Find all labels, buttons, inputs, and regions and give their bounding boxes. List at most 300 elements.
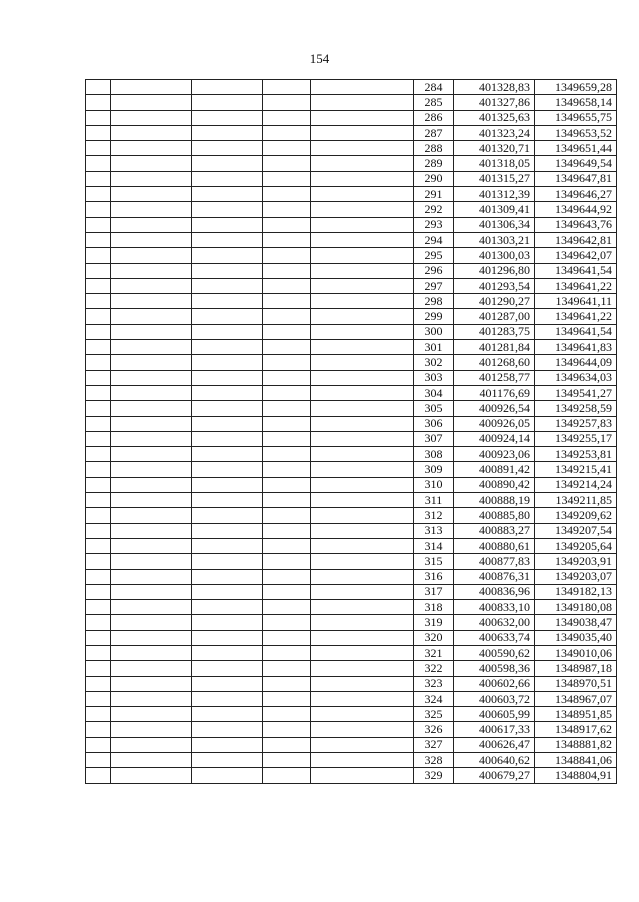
point-number-cell: 329 bbox=[414, 768, 454, 783]
x-coordinate-cell: 401287,00 bbox=[454, 309, 535, 324]
table-row bbox=[86, 768, 617, 783]
empty-cell bbox=[86, 554, 111, 569]
empty-cell bbox=[263, 355, 311, 370]
empty-cell bbox=[263, 278, 311, 293]
y-coordinate-cell: 1349180,08 bbox=[535, 600, 617, 615]
empty-cell bbox=[311, 294, 414, 309]
x-coordinate-cell: 401328,83 bbox=[454, 80, 535, 95]
x-coordinate-cell: 400598,36 bbox=[454, 661, 535, 676]
y-coordinate-cell: 1349647,81 bbox=[535, 171, 617, 186]
point-number-cell: 306 bbox=[414, 416, 454, 431]
empty-cell bbox=[86, 722, 111, 737]
empty-cell bbox=[263, 340, 311, 355]
empty-cell bbox=[86, 707, 111, 722]
empty-cell bbox=[263, 232, 311, 247]
point-number-cell: 316 bbox=[414, 569, 454, 584]
table-row bbox=[86, 722, 617, 737]
empty-cell bbox=[311, 447, 414, 462]
empty-cell bbox=[311, 202, 414, 217]
table-row bbox=[86, 645, 617, 660]
empty-cell bbox=[86, 125, 111, 140]
point-number-cell: 294 bbox=[414, 232, 454, 247]
empty-cell bbox=[311, 753, 414, 768]
y-coordinate-cell: 1348804,91 bbox=[535, 768, 617, 783]
empty-cell bbox=[192, 737, 263, 752]
point-number-cell: 298 bbox=[414, 294, 454, 309]
empty-cell bbox=[263, 294, 311, 309]
empty-cell bbox=[311, 248, 414, 263]
empty-cell bbox=[311, 600, 414, 615]
empty-cell bbox=[311, 569, 414, 584]
empty-cell bbox=[111, 477, 192, 492]
empty-cell bbox=[263, 508, 311, 523]
empty-cell bbox=[263, 737, 311, 752]
x-coordinate-cell: 401283,75 bbox=[454, 324, 535, 339]
x-coordinate-cell: 400626,47 bbox=[454, 737, 535, 752]
empty-cell bbox=[311, 355, 414, 370]
empty-cell bbox=[192, 447, 263, 462]
empty-cell bbox=[311, 385, 414, 400]
empty-cell bbox=[192, 110, 263, 125]
table-row bbox=[86, 707, 617, 722]
empty-cell bbox=[86, 737, 111, 752]
y-coordinate-cell: 1349644,92 bbox=[535, 202, 617, 217]
table-row bbox=[86, 600, 617, 615]
empty-cell bbox=[86, 278, 111, 293]
empty-cell bbox=[86, 630, 111, 645]
empty-cell bbox=[86, 248, 111, 263]
point-number-cell: 286 bbox=[414, 110, 454, 125]
empty-cell bbox=[263, 263, 311, 278]
point-number-cell: 318 bbox=[414, 600, 454, 615]
empty-cell bbox=[86, 615, 111, 630]
y-coordinate-cell: 1349182,13 bbox=[535, 584, 617, 599]
empty-cell bbox=[111, 447, 192, 462]
empty-cell bbox=[111, 753, 192, 768]
empty-cell bbox=[86, 217, 111, 232]
point-number-cell: 310 bbox=[414, 477, 454, 492]
empty-cell bbox=[192, 462, 263, 477]
table-row bbox=[86, 523, 617, 538]
point-number-cell: 285 bbox=[414, 95, 454, 110]
y-coordinate-cell: 1349203,07 bbox=[535, 569, 617, 584]
empty-cell bbox=[86, 355, 111, 370]
point-number-cell: 288 bbox=[414, 141, 454, 156]
empty-cell bbox=[111, 416, 192, 431]
empty-cell bbox=[111, 80, 192, 95]
empty-cell bbox=[311, 493, 414, 508]
empty-cell bbox=[311, 462, 414, 477]
x-coordinate-cell: 400923,06 bbox=[454, 447, 535, 462]
empty-cell bbox=[311, 324, 414, 339]
empty-cell bbox=[86, 171, 111, 186]
empty-cell bbox=[311, 80, 414, 95]
x-coordinate-cell: 400926,05 bbox=[454, 416, 535, 431]
point-number-cell: 296 bbox=[414, 263, 454, 278]
empty-cell bbox=[192, 171, 263, 186]
empty-cell bbox=[192, 125, 263, 140]
empty-cell bbox=[192, 508, 263, 523]
x-coordinate-cell: 401315,27 bbox=[454, 171, 535, 186]
empty-cell bbox=[263, 401, 311, 416]
table-row bbox=[86, 355, 617, 370]
table-row bbox=[86, 324, 617, 339]
table-row bbox=[86, 309, 617, 324]
empty-cell bbox=[263, 156, 311, 171]
empty-cell bbox=[86, 187, 111, 202]
empty-cell bbox=[192, 615, 263, 630]
empty-cell bbox=[192, 645, 263, 660]
empty-cell bbox=[311, 722, 414, 737]
x-coordinate-cell: 401300,03 bbox=[454, 248, 535, 263]
x-coordinate-cell: 401303,21 bbox=[454, 232, 535, 247]
y-coordinate-cell: 1349010,06 bbox=[535, 645, 617, 660]
empty-cell bbox=[311, 309, 414, 324]
empty-cell bbox=[86, 110, 111, 125]
x-coordinate-cell: 400603,72 bbox=[454, 691, 535, 706]
empty-cell bbox=[311, 232, 414, 247]
empty-cell bbox=[263, 248, 311, 263]
point-number-cell: 301 bbox=[414, 340, 454, 355]
point-number-cell: 304 bbox=[414, 385, 454, 400]
x-coordinate-cell: 401320,71 bbox=[454, 141, 535, 156]
empty-cell bbox=[311, 125, 414, 140]
empty-cell bbox=[111, 737, 192, 752]
empty-cell bbox=[86, 324, 111, 339]
empty-cell bbox=[86, 600, 111, 615]
empty-cell bbox=[311, 217, 414, 232]
x-coordinate-cell: 401306,34 bbox=[454, 217, 535, 232]
empty-cell bbox=[311, 340, 414, 355]
y-coordinate-cell: 1349215,41 bbox=[535, 462, 617, 477]
x-coordinate-cell: 400605,99 bbox=[454, 707, 535, 722]
x-coordinate-cell: 400602,66 bbox=[454, 676, 535, 691]
y-coordinate-cell: 1348987,18 bbox=[535, 661, 617, 676]
empty-cell bbox=[263, 447, 311, 462]
empty-cell bbox=[311, 477, 414, 492]
table-row bbox=[86, 477, 617, 492]
empty-cell bbox=[86, 661, 111, 676]
empty-cell bbox=[311, 676, 414, 691]
x-coordinate-cell: 401176,69 bbox=[454, 385, 535, 400]
y-coordinate-cell: 1349642,81 bbox=[535, 232, 617, 247]
y-coordinate-cell: 1349253,81 bbox=[535, 447, 617, 462]
empty-cell bbox=[192, 278, 263, 293]
y-coordinate-cell: 1349641,83 bbox=[535, 340, 617, 355]
table-row bbox=[86, 110, 617, 125]
empty-cell bbox=[263, 722, 311, 737]
empty-cell bbox=[311, 538, 414, 553]
empty-cell bbox=[86, 768, 111, 783]
point-number-cell: 308 bbox=[414, 447, 454, 462]
empty-cell bbox=[192, 187, 263, 202]
point-number-cell: 317 bbox=[414, 584, 454, 599]
empty-cell bbox=[311, 263, 414, 278]
point-number-cell: 300 bbox=[414, 324, 454, 339]
y-coordinate-cell: 1349209,62 bbox=[535, 508, 617, 523]
empty-cell bbox=[263, 584, 311, 599]
empty-cell bbox=[111, 584, 192, 599]
empty-cell bbox=[311, 370, 414, 385]
empty-cell bbox=[86, 141, 111, 156]
empty-cell bbox=[311, 554, 414, 569]
empty-cell bbox=[192, 248, 263, 263]
point-number-cell: 292 bbox=[414, 202, 454, 217]
empty-cell bbox=[86, 584, 111, 599]
empty-cell bbox=[263, 477, 311, 492]
empty-cell bbox=[263, 630, 311, 645]
empty-cell bbox=[311, 615, 414, 630]
empty-cell bbox=[263, 217, 311, 232]
empty-cell bbox=[111, 385, 192, 400]
empty-cell bbox=[86, 156, 111, 171]
empty-cell bbox=[111, 691, 192, 706]
empty-cell bbox=[192, 401, 263, 416]
empty-cell bbox=[263, 462, 311, 477]
empty-cell bbox=[263, 95, 311, 110]
y-coordinate-cell: 1349646,27 bbox=[535, 187, 617, 202]
point-number-cell: 287 bbox=[414, 125, 454, 140]
point-number-cell: 325 bbox=[414, 707, 454, 722]
empty-cell bbox=[263, 600, 311, 615]
empty-cell bbox=[111, 340, 192, 355]
empty-cell bbox=[192, 554, 263, 569]
empty-cell bbox=[111, 431, 192, 446]
empty-cell bbox=[192, 80, 263, 95]
empty-cell bbox=[192, 141, 263, 156]
empty-cell bbox=[111, 355, 192, 370]
x-coordinate-cell: 400924,14 bbox=[454, 431, 535, 446]
empty-cell bbox=[263, 753, 311, 768]
table-row bbox=[86, 370, 617, 385]
empty-cell bbox=[86, 523, 111, 538]
empty-cell bbox=[111, 630, 192, 645]
empty-cell bbox=[192, 95, 263, 110]
x-coordinate-cell: 400632,00 bbox=[454, 615, 535, 630]
empty-cell bbox=[263, 125, 311, 140]
x-coordinate-cell: 400679,27 bbox=[454, 768, 535, 783]
x-coordinate-cell: 400880,61 bbox=[454, 538, 535, 553]
empty-cell bbox=[86, 447, 111, 462]
table-row bbox=[86, 401, 617, 416]
x-coordinate-cell: 401268,60 bbox=[454, 355, 535, 370]
x-coordinate-cell: 400891,42 bbox=[454, 462, 535, 477]
empty-cell bbox=[111, 110, 192, 125]
empty-cell bbox=[192, 416, 263, 431]
empty-cell bbox=[311, 171, 414, 186]
empty-cell bbox=[111, 523, 192, 538]
point-number-cell: 309 bbox=[414, 462, 454, 477]
empty-cell bbox=[111, 554, 192, 569]
x-coordinate-cell: 401290,27 bbox=[454, 294, 535, 309]
empty-cell bbox=[311, 523, 414, 538]
empty-cell bbox=[111, 294, 192, 309]
empty-cell bbox=[263, 554, 311, 569]
empty-cell bbox=[263, 141, 311, 156]
empty-cell bbox=[86, 340, 111, 355]
table-row bbox=[86, 508, 617, 523]
empty-cell bbox=[192, 722, 263, 737]
y-coordinate-cell: 1348967,07 bbox=[535, 691, 617, 706]
empty-cell bbox=[311, 431, 414, 446]
empty-cell bbox=[192, 217, 263, 232]
empty-cell bbox=[263, 110, 311, 125]
empty-cell bbox=[192, 538, 263, 553]
y-coordinate-cell: 1349655,75 bbox=[535, 110, 617, 125]
x-coordinate-cell: 400876,31 bbox=[454, 569, 535, 584]
point-number-cell: 299 bbox=[414, 309, 454, 324]
empty-cell bbox=[192, 477, 263, 492]
empty-cell bbox=[263, 569, 311, 584]
table-row bbox=[86, 187, 617, 202]
empty-cell bbox=[311, 737, 414, 752]
x-coordinate-cell: 401258,77 bbox=[454, 370, 535, 385]
empty-cell bbox=[311, 416, 414, 431]
empty-cell bbox=[263, 538, 311, 553]
empty-cell bbox=[311, 278, 414, 293]
y-coordinate-cell: 1349641,22 bbox=[535, 309, 617, 324]
empty-cell bbox=[86, 202, 111, 217]
empty-cell bbox=[111, 324, 192, 339]
table-row bbox=[86, 141, 617, 156]
x-coordinate-cell: 401309,41 bbox=[454, 202, 535, 217]
empty-cell bbox=[192, 630, 263, 645]
empty-cell bbox=[111, 722, 192, 737]
point-number-cell: 297 bbox=[414, 278, 454, 293]
empty-cell bbox=[192, 600, 263, 615]
y-coordinate-cell: 1349649,54 bbox=[535, 156, 617, 171]
y-coordinate-cell: 1349205,64 bbox=[535, 538, 617, 553]
empty-cell bbox=[263, 661, 311, 676]
empty-cell bbox=[86, 676, 111, 691]
empty-cell bbox=[111, 95, 192, 110]
x-coordinate-cell: 400833,10 bbox=[454, 600, 535, 615]
page-number: 154 bbox=[309, 51, 330, 66]
table-row bbox=[86, 584, 617, 599]
empty-cell bbox=[263, 645, 311, 660]
point-number-cell: 303 bbox=[414, 370, 454, 385]
table-row bbox=[86, 569, 617, 584]
empty-cell bbox=[263, 691, 311, 706]
point-number-cell: 322 bbox=[414, 661, 454, 676]
empty-cell bbox=[263, 615, 311, 630]
point-number-cell: 314 bbox=[414, 538, 454, 553]
x-coordinate-cell: 400890,42 bbox=[454, 477, 535, 492]
table-row bbox=[86, 248, 617, 263]
table-row bbox=[86, 447, 617, 462]
empty-cell bbox=[111, 768, 192, 783]
empty-cell bbox=[263, 80, 311, 95]
y-coordinate-cell: 1349643,76 bbox=[535, 217, 617, 232]
table-row bbox=[86, 554, 617, 569]
y-coordinate-cell: 1349203,91 bbox=[535, 554, 617, 569]
empty-cell bbox=[86, 493, 111, 508]
empty-cell bbox=[192, 340, 263, 355]
empty-cell bbox=[192, 676, 263, 691]
table-row bbox=[86, 294, 617, 309]
empty-cell bbox=[86, 416, 111, 431]
x-coordinate-cell: 400926,54 bbox=[454, 401, 535, 416]
y-coordinate-cell: 1349038,47 bbox=[535, 615, 617, 630]
y-coordinate-cell: 1349214,24 bbox=[535, 477, 617, 492]
y-coordinate-cell: 1349255,17 bbox=[535, 431, 617, 446]
empty-cell bbox=[111, 538, 192, 553]
empty-cell bbox=[311, 584, 414, 599]
table-row bbox=[86, 691, 617, 706]
empty-cell bbox=[111, 278, 192, 293]
empty-cell bbox=[263, 431, 311, 446]
empty-cell bbox=[111, 401, 192, 416]
table-row bbox=[86, 217, 617, 232]
point-number-cell: 307 bbox=[414, 431, 454, 446]
empty-cell bbox=[263, 768, 311, 783]
empty-cell bbox=[263, 187, 311, 202]
table-row bbox=[86, 278, 617, 293]
empty-cell bbox=[263, 202, 311, 217]
empty-cell bbox=[111, 141, 192, 156]
y-coordinate-cell: 1349653,52 bbox=[535, 125, 617, 140]
empty-cell bbox=[111, 248, 192, 263]
empty-cell bbox=[111, 676, 192, 691]
empty-cell bbox=[192, 431, 263, 446]
point-number-cell: 284 bbox=[414, 80, 454, 95]
table-row bbox=[86, 615, 617, 630]
empty-cell bbox=[192, 370, 263, 385]
empty-cell bbox=[192, 202, 263, 217]
x-coordinate-cell: 400617,33 bbox=[454, 722, 535, 737]
y-coordinate-cell: 1349634,03 bbox=[535, 370, 617, 385]
x-coordinate-cell: 400633,74 bbox=[454, 630, 535, 645]
empty-cell bbox=[311, 401, 414, 416]
point-number-cell: 291 bbox=[414, 187, 454, 202]
y-coordinate-cell: 1349211,85 bbox=[535, 493, 617, 508]
x-coordinate-cell: 400590,62 bbox=[454, 645, 535, 660]
empty-cell bbox=[192, 294, 263, 309]
empty-cell bbox=[111, 600, 192, 615]
empty-cell bbox=[192, 584, 263, 599]
empty-cell bbox=[263, 493, 311, 508]
point-number-cell: 321 bbox=[414, 645, 454, 660]
y-coordinate-cell: 1349641,11 bbox=[535, 294, 617, 309]
empty-cell bbox=[311, 691, 414, 706]
table-row bbox=[86, 431, 617, 446]
empty-cell bbox=[86, 691, 111, 706]
empty-cell bbox=[263, 416, 311, 431]
empty-cell bbox=[311, 110, 414, 125]
coordinates-table-body bbox=[86, 80, 617, 784]
empty-cell bbox=[86, 645, 111, 660]
empty-cell bbox=[86, 80, 111, 95]
empty-cell bbox=[311, 630, 414, 645]
table-row bbox=[86, 263, 617, 278]
empty-cell bbox=[86, 294, 111, 309]
empty-cell bbox=[263, 523, 311, 538]
empty-cell bbox=[111, 508, 192, 523]
empty-cell bbox=[111, 232, 192, 247]
table-row bbox=[86, 125, 617, 140]
table-row bbox=[86, 95, 617, 110]
empty-cell bbox=[86, 309, 111, 324]
empty-cell bbox=[111, 309, 192, 324]
table-row bbox=[86, 385, 617, 400]
y-coordinate-cell: 1349641,22 bbox=[535, 278, 617, 293]
y-coordinate-cell: 1349644,09 bbox=[535, 355, 617, 370]
x-coordinate-cell: 400640,62 bbox=[454, 753, 535, 768]
empty-cell bbox=[192, 493, 263, 508]
empty-cell bbox=[263, 171, 311, 186]
empty-cell bbox=[111, 569, 192, 584]
table-row bbox=[86, 80, 617, 95]
